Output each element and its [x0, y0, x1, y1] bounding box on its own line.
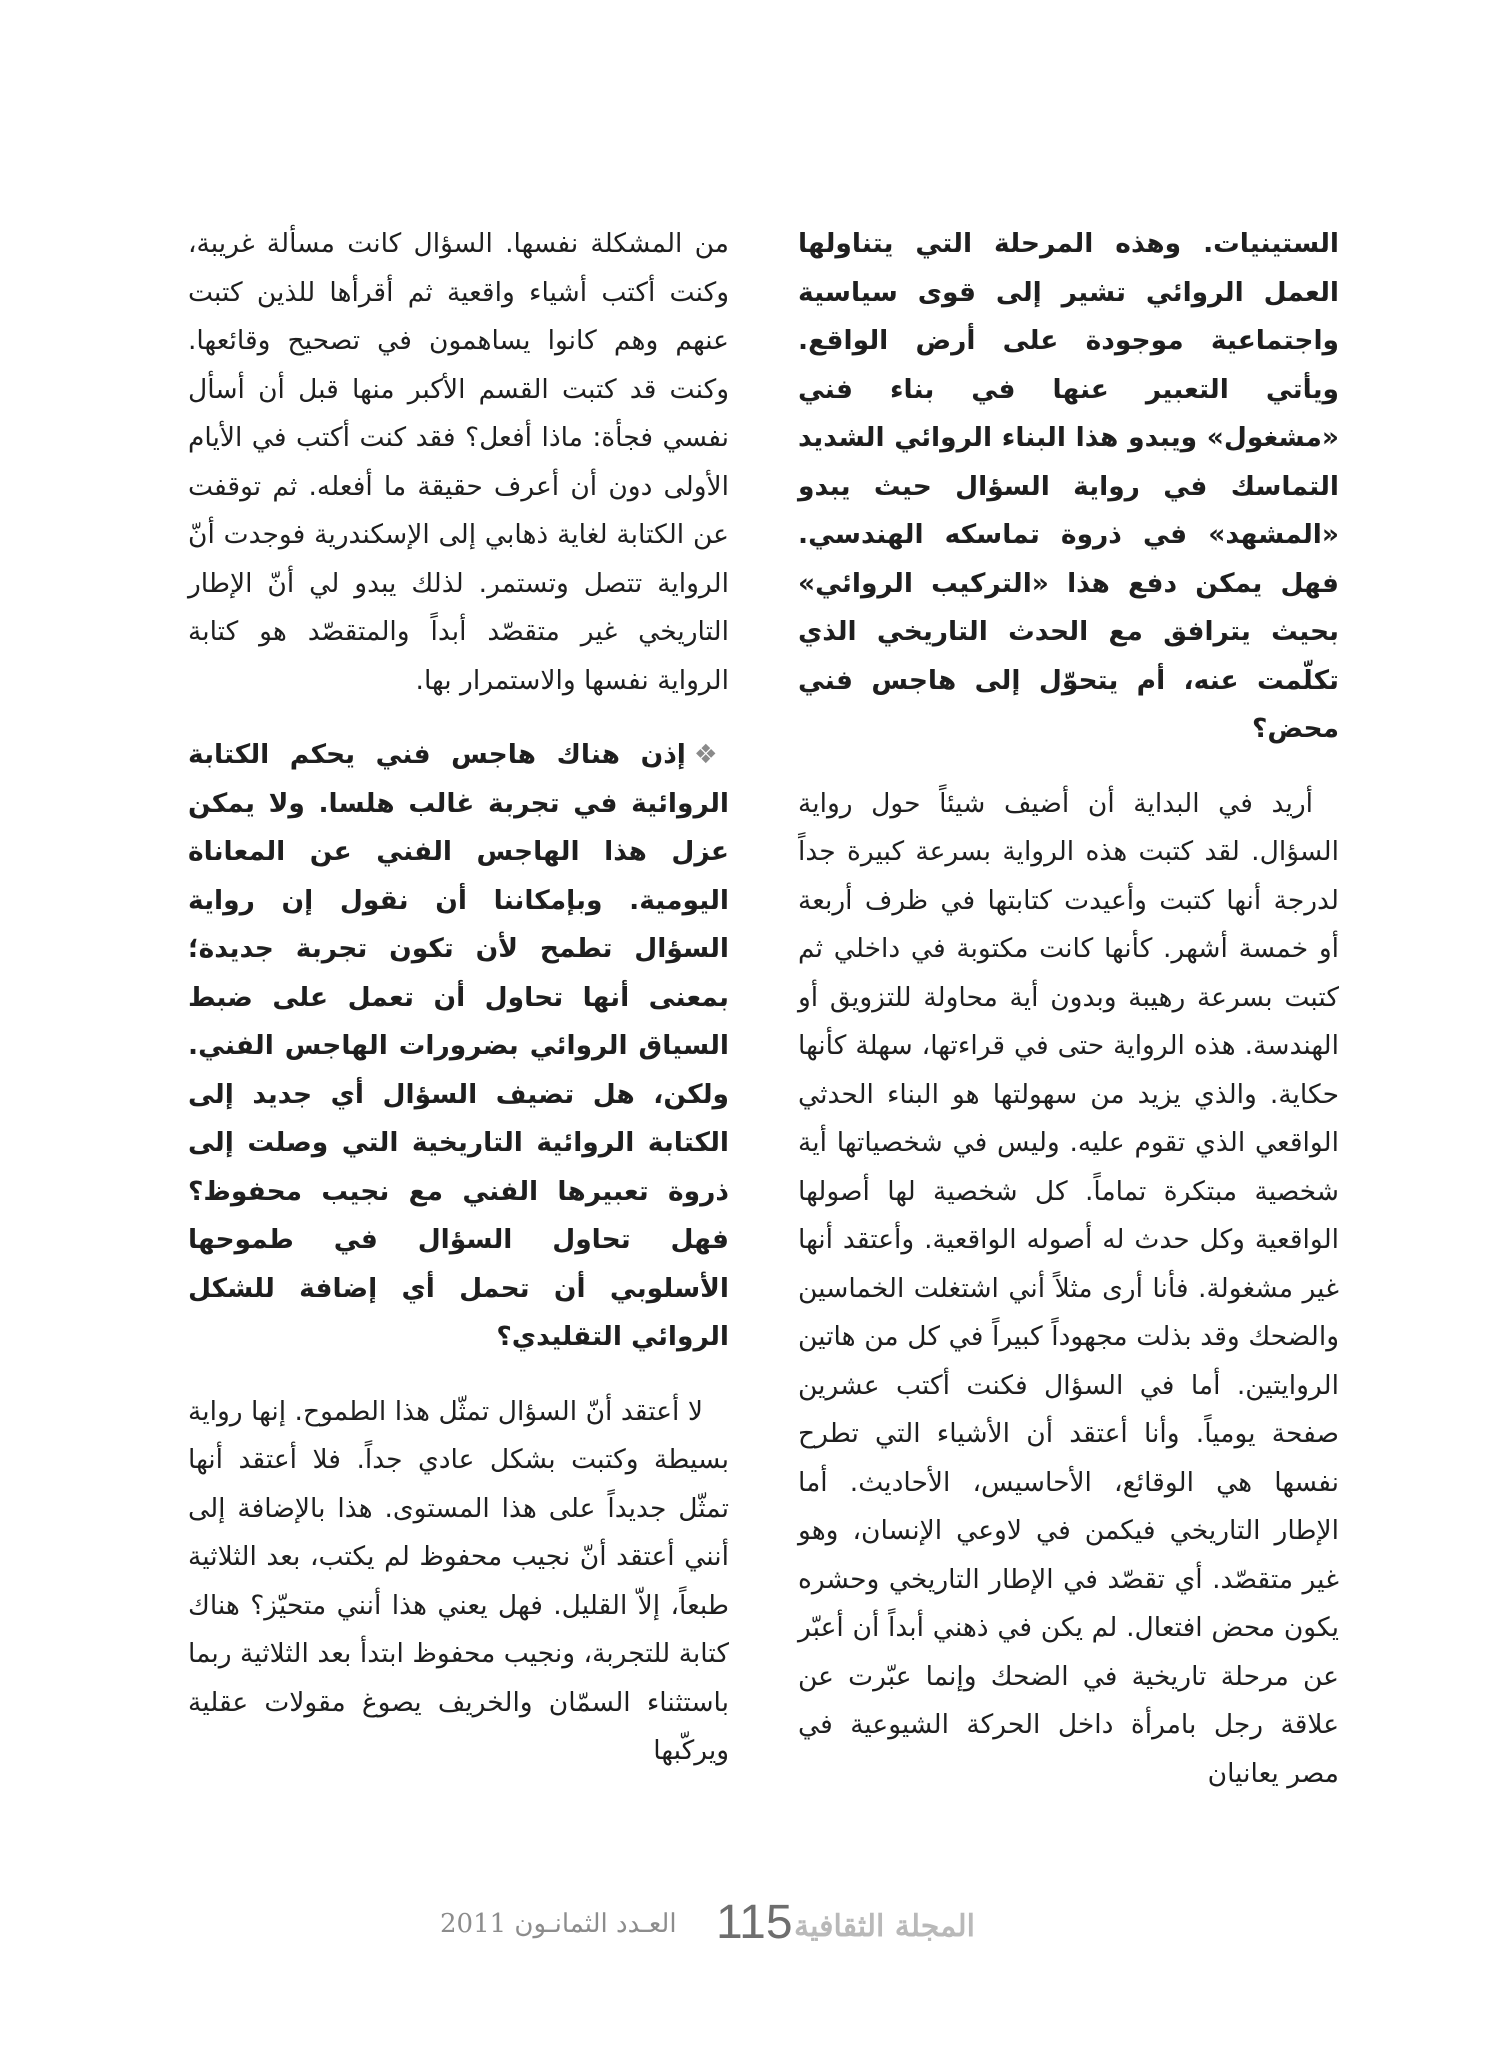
interview-answer-2: لا أعتقد أنّ السؤال تمثّل هذا الطموح. إنها رواية بسيطة وكتبت بشكل عادي جداً. فلا أعتقد أنها تمثّل جديداً على هذا المستوى. هذا بالإضافة إلى أنني أعتقد أنّ نجيب محفوظ لم يكتب، بعد الثلاثية طبعاً، إلاّ القليل. فهل يعني هذا أنني متحيّز؟ هناك كتابة للتجربة، ونجيب محفوظ ابتدأ بعد الثلاثية ربما باستثناء السمّان والخريف يصوغ مقولات عقلية ويركّبها: [188, 1395, 729, 1766]
paragraph-gap: [188, 705, 729, 731]
magazine-name: المجلة الثقافية: [794, 1909, 975, 1944]
paragraph-gap: [798, 754, 1339, 780]
question-bullet-icon: ❖: [693, 739, 729, 770]
issue-label: العـدد الثمانـون 2011: [440, 1909, 677, 1939]
page-number: 115: [716, 1896, 793, 1949]
interview-question-intro: الستينيات. وهذه المرحلة التي يتناولها العمل الروائي تشير إلى قوى سياسية واجتماعية موجودة على أرض الواقع. ويأتي التعبير عنها في بناء فني «مشغول» ويبدو هذا البناء الروائي الشديد التماسك في رواية السؤال حيث يبدو «المشهد» في ذروة تماسكه الهندسي. فهل يمكن دفع هذا «التركيب الروائي» بحيث يترافق مع الحدث التاريخي الذي تكلّمت عنه، أم يتحوّل إلى هاجس فني محض؟: [798, 228, 1339, 744]
interview-answer-1: أريد في البداية أن أضيف شيئاً حول رواية السؤال. لقد كتبت هذه الرواية بسرعة كبيرة جداً لدرجة أنها كتبت وأعيدت كتابتها في ظرف أربعة أو خمسة أشهر. كأنها كانت مكتوبة في داخلي ثم كتبت بسرعة رهيبة وبدون أية محاولة للتزويق أو الهندسة. هذه الرواية حتى في قراءتها، سهلة كأنها حكاية. والذي يزيد من سهولتها هو البناء الحدثي الواقعي الذي تقوم عليه. وليس في شخصياتها أية شخصية مبتكرة تماماً. كل شخصية لها أصولها الواقعية وكل حدث له أصوله الواقعية. وأعتقد أنها غير مشغولة. فأنا أرى مثلاً أني اشتغلت الخماسين والضحك وقد بذلت مجهوداً كبيراً في كل من هاتين الروايتين. أما في السؤال فكنت أكتب عشرين صفحة يومياً. وأنا أعتقد أن الأشياء التي تطرح نفسها هي الوقائع، الأحاسيس، الأحاديث. أما الإطار التاريخي فيكمن في لاوعي الإنسان، وهو غير متقصّد. أي تقصّد في الإطار التاريخي وحشره يكون محض افتعال. لم يكن في ذهني أبداً أن أعبّر عن مرحلة تاريخية في الضحك وإنما عبّرت عن علاقة رجل بامرأة داخل الحركة الشيوعية في مصر يعانيان: [798, 787, 1339, 1789]
right-column: [798, 220, 1339, 1798]
paragraph-gap: [188, 1362, 729, 1388]
page-footer: [430, 1895, 1090, 1955]
question-text: إذن هناك هاجس فني يحكم الكتابة الروائية في تجربة غالب هلسا. ولا يمكن عزل هذا الهاجس الفني عن المعاناة اليومية. وبإمكاننا أن نقول إن رواية السؤال تطمح لأن تكون تجربة جديدة؛ بمعنى أنها تحاول أن تعمل على ضبط السياق الروائي بضرورات الهاجس الفني. ولكن، هل تضيف السؤال أي جديد إلى الكتابة الروائية التاريخية التي وصلت إلى ذروة تعبيرها الفني مع نجيب محفوظ؟ فهل تحاول السؤال في طموحها الأسلوبي أن تحمل أي إضافة للشكل الروائي التقليدي؟: [188, 739, 729, 1352]
left-column: [188, 220, 729, 1776]
interview-question-2: [188, 731, 729, 1362]
interview-answer-continued: من المشكلة نفسها. السؤال كانت مسألة غريبة، وكنت أكتب أشياء واقعية ثم أقرأها للذين كتبت عنهم وهم كانوا يساهمون في تصحيح وقائعها. وكنت قد كتبت القسم الأكبر منها قبل أن أسأل نفسي فجأة: ماذا أفعل؟ فقد كنت أكتب في الأيام الأولى دون أن أعرف حقيقة ما أفعله. ثم توقفت عن الكتابة لغاية ذهابي إلى الإسكندرية فوجدت أنّ الرواية تتصل وتستمر. لذلك يبدو لي أنّ الإطار التاريخي غير متقصّد أبداً والمتقصّد هو كتابة الرواية نفسها والاستمرار بها.: [188, 228, 729, 696]
